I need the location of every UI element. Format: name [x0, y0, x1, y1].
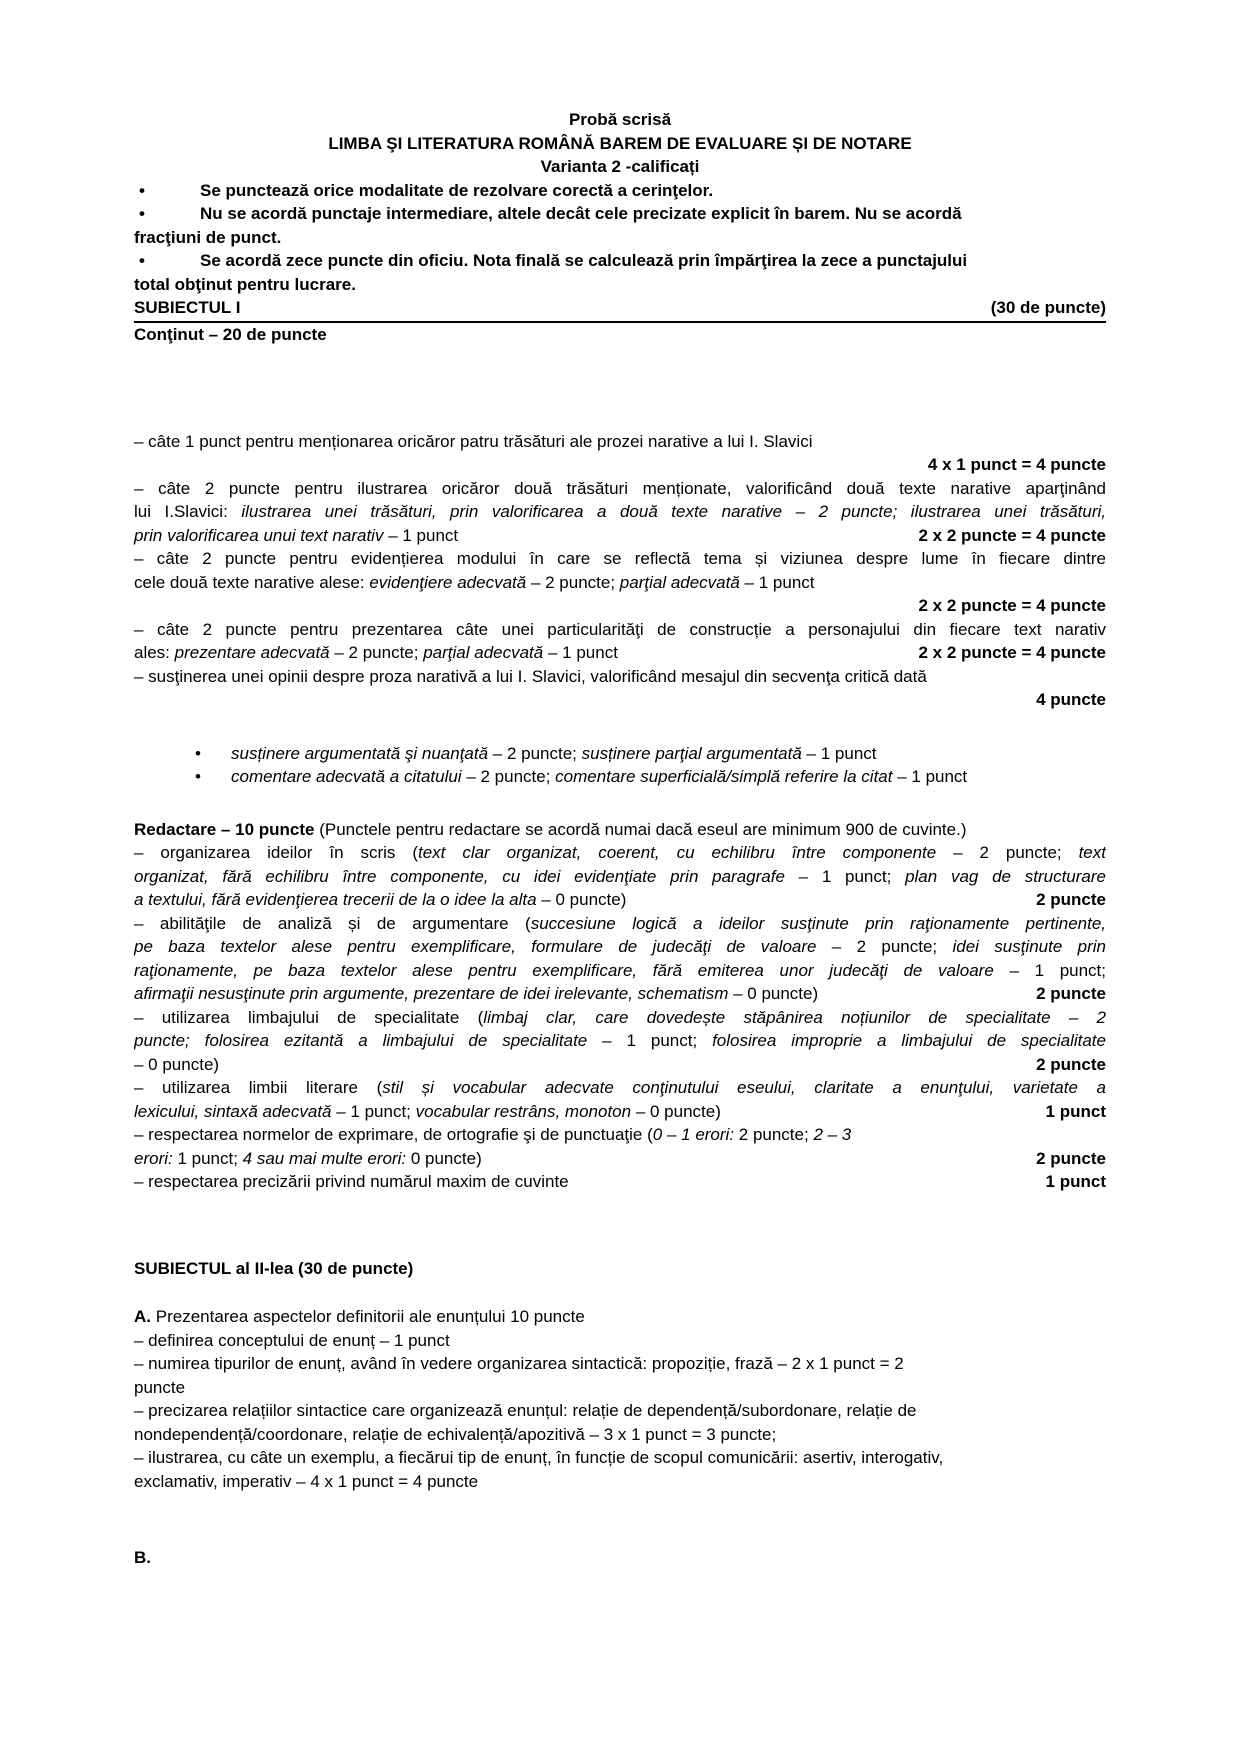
text-run: Se punctează orice modalitate de rezolvare corectă a cerinţelor.: [200, 180, 714, 200]
doc-line: [134, 1470, 1106, 1494]
part-a-heading: [134, 1305, 1106, 1329]
points-label: 2 puncte: [1036, 1148, 1106, 1168]
text-run: susținere parţial argumentată: [581, 743, 802, 763]
text-run: – 1 punct: [543, 643, 618, 662]
doc-line: [134, 524, 1106, 548]
doc-line: [134, 959, 1106, 983]
continut-heading: [134, 323, 1106, 347]
title-varianta: [134, 155, 1106, 179]
doc-line: [134, 665, 1106, 689]
text-run: erori:: [134, 1148, 173, 1168]
text-run: a textului, fără evidenţierea trecerii de la o idee la alta: [134, 890, 537, 909]
text-run: – definirea conceptului de enunț – 1 punct: [134, 1330, 450, 1350]
doc-line: [134, 641, 1106, 665]
points-label: 2 x 2 puncte = 4 puncte: [918, 643, 1106, 662]
text-run: B.: [134, 1548, 151, 1567]
text-run: total obţinut pentru lucrare.: [134, 274, 356, 294]
text-run: folosirea improprie a limbajului de specialitate: [712, 1031, 1106, 1050]
doc-line: [134, 500, 1106, 524]
text-run: – 1 punct: [892, 767, 968, 786]
text-run: 4 sau mai multe erori:: [242, 1148, 407, 1168]
text-run: – precizarea relațiilor sintactice care organizează enunțul: relație de dependență/subordonare, relație de: [134, 1401, 917, 1420]
text-run: – 2 puncte;: [526, 572, 620, 592]
points-label: 2 x 2 puncte = 4 puncte: [918, 525, 1106, 545]
doc-line: [134, 888, 1106, 912]
doc-line: [134, 273, 1106, 297]
text-run: – 2 puncte;: [329, 643, 424, 662]
doc-line: [134, 935, 1106, 959]
text-run: 2 puncte;: [734, 1125, 814, 1144]
spacer: [134, 1194, 1106, 1257]
doc-line: [134, 912, 1106, 936]
points-label: 4 x 1 punct = 4 puncte: [927, 455, 1106, 474]
title-main: [134, 132, 1106, 156]
text-run: – 1 punct;: [993, 960, 1106, 980]
text-run: SUBIECTUL al II-lea (30 de puncte): [134, 1258, 414, 1278]
text-run: nondependență/coordonare, relație de echivalență/apozitivă – 3 x 1 punct = 3 puncte;: [134, 1424, 777, 1444]
text-run: 0 puncte): [406, 1148, 482, 1168]
text-run: 1 punct;: [172, 1148, 243, 1168]
doc-line: [134, 1446, 1106, 1470]
part-b-heading: [134, 1546, 1106, 1570]
text-run: – 0 puncte): [134, 1054, 220, 1074]
text-run: comentare adecvată a citatului: [231, 767, 462, 786]
text-run: – câte 2 puncte pentru ilustrarea oricăror două trăsături menționate, valorificând două texte narative aparţinând: [134, 478, 1106, 498]
doc-line: [134, 571, 1106, 595]
doc-line: [134, 1399, 1106, 1423]
doc-line: [134, 477, 1106, 501]
text-run: prin valorificarea unui text narativ: [134, 525, 384, 545]
doc-line: [134, 982, 1106, 1006]
points-label: 2 puncte: [1036, 984, 1106, 1003]
text-run: plan vag de structurare: [905, 866, 1106, 886]
text-run: – 1 punct;: [331, 1101, 416, 1121]
text-run: exclamativ, imperativ – 4 x 1 punct = 4 puncte: [134, 1471, 479, 1491]
text-run: – 0 puncte): [536, 890, 627, 909]
text-run: – organizarea ideilor în scris (: [134, 843, 418, 862]
text-run: evidenţiere adecvată: [369, 572, 527, 592]
text-run: puncte: [134, 1377, 186, 1397]
text-run: – 0 puncte): [631, 1101, 721, 1121]
text-run: – 1 punct;: [587, 1031, 713, 1050]
text-run: – ilustrarea, cu câte un exemplu, a fiecărui tip de enunț, în funcție de scopul comunicării: asertiv, interogativ,: [134, 1448, 944, 1467]
spacer: [134, 347, 1106, 430]
points-label: (30 de puncte): [990, 298, 1106, 317]
text-run: – câte 1 punct pentru menționarea oricăror patru trăsături ale prozei narative a lui I. Slavici: [134, 431, 813, 451]
text-run: – 2 puncte;: [461, 767, 556, 786]
bullet-icon: •: [195, 743, 201, 763]
text-run: – 0 puncte): [728, 984, 819, 1003]
text-run: – abilităţile de analiză și de argumentare (: [134, 913, 531, 933]
text-run: LIMBA ŞI LITERATURA ROMÂNĂ BAREM DE EVALUARE ȘI DE NOTARE: [328, 133, 912, 153]
text-run: – 1 punct: [739, 572, 815, 592]
text-run: Prezentarea aspectelor definitorii ale enunțului 10 puncte: [155, 1307, 585, 1326]
bullet-icon: •: [139, 204, 145, 223]
text-run: 0 – 1 erori:: [652, 1125, 735, 1144]
text-run: – câte 2 puncte pentru prezentarea câte unei particularităţi de construcție a personajului din fiecare text narativ: [134, 619, 1106, 639]
doc-line: [134, 1053, 1106, 1077]
doc-line: [134, 1329, 1106, 1353]
bullet-icon: •: [139, 251, 145, 270]
points-label: 2 puncte: [1036, 890, 1106, 909]
text-run: – utilizarea limbii literare (: [134, 1078, 383, 1097]
text-run: text clar organizat, coerent, cu echilibru între componente: [418, 843, 937, 862]
text-run: 2 – 3: [813, 1125, 852, 1144]
points-label: 1 punct: [1045, 1172, 1106, 1191]
doc-line: [134, 618, 1106, 642]
text-run: prezentare adecvată: [174, 643, 330, 662]
doc-line: [134, 594, 1106, 618]
text-run: afirmaţii nesusţinute prin argumente, prezentare de idei irelevante, schematism: [134, 984, 729, 1003]
text-run: Conţinut – 20 de puncte: [134, 325, 327, 344]
text-run: lui I.Slavici:: [134, 502, 242, 521]
text-run: – 2 puncte;: [488, 743, 582, 763]
points-label: 1 punct: [1045, 1101, 1106, 1121]
bullet-icon: •: [139, 180, 145, 200]
spacer: [134, 712, 1106, 742]
text-run: succesiune logică a ideilor susţinute prin raţionamente pertinente,: [530, 913, 1106, 933]
doc-line: [134, 430, 1106, 454]
text-run: comentare superficială/simplă referire la citat: [555, 767, 893, 786]
text-run: – numirea tipurilor de enunț, având în vedere organizarea sintactică: propoziție, frază – 2 x 1 punct = 2: [134, 1354, 904, 1373]
text-run: pe baza textelor alese pentru exemplificare, formulare de judecăţi de valoare: [134, 937, 817, 956]
doc-line: [134, 1076, 1106, 1100]
text-run: parţial adecvată: [423, 643, 544, 662]
doc-line: [134, 1170, 1106, 1194]
text-run: Nu se acordă punctaje intermediare, altele decât cele precizate explicit în barem. Nu se acordă: [200, 204, 962, 223]
section-title: SUBIECTUL I: [134, 298, 241, 317]
text-run: organizat, fără echilibru între componente, cu idei evidenţiate prin paragrafe: [134, 866, 785, 886]
text-run: A.: [134, 1307, 156, 1326]
text-run: fracţiuni de punct.: [134, 227, 282, 247]
doc-line: [134, 1376, 1106, 1400]
doc-line: [134, 547, 1106, 571]
doc-line: [134, 841, 1106, 865]
rule-bullet-2: [134, 202, 1106, 226]
bullet-icon: •: [195, 767, 201, 786]
text-run: lexicului, sintaxă adecvată: [134, 1101, 332, 1121]
text-run: (Punctele pentru redactare se acordă numai dacă eseul are minimum 900 de cuvinte.): [319, 819, 967, 839]
doc-line: [134, 765, 1106, 789]
points-label: 2 x 2 puncte = 4 puncte: [918, 596, 1106, 615]
text-run: – 2 puncte;: [936, 843, 1079, 862]
spacer: [134, 1280, 1106, 1305]
text-run: – câte 2 puncte pentru evidențierea modului în care se reflectă tema și viziunea despre lume în fiecare dintre: [134, 549, 1106, 568]
document-body: [134, 108, 1106, 1570]
title-proba-scrisa: [134, 108, 1106, 132]
doc-line: [134, 865, 1106, 889]
text-run: stil și vocabular adecvate conţinutului eseului, claritate a enunţului, varietate a: [382, 1078, 1106, 1097]
text-run: ilustrarea unei trăsături, prin valorificarea a două texte narative – 2 puncte; ilustrarea unei trăsături,: [241, 502, 1106, 521]
text-run: parţial adecvată: [619, 572, 740, 592]
doc-line: [134, 1423, 1106, 1447]
doc-line: [134, 1352, 1106, 1376]
text-run: ales:: [134, 643, 175, 662]
subiectul-2-heading: [134, 1257, 1106, 1281]
spacer: [134, 789, 1106, 818]
doc-line: [134, 1006, 1106, 1030]
text-run: susținere argumentată şi nuanţată: [231, 743, 489, 763]
text-run: vocabular restrâns, monoton: [415, 1101, 632, 1121]
text-run: – respectarea normelor de exprimare, de ortografie şi de punctuaţie (: [134, 1125, 653, 1144]
doc-line: [134, 226, 1106, 250]
text-run: idei susţinute prin: [952, 937, 1106, 956]
doc-line: [134, 688, 1106, 712]
text-run: limbaj clar, care dovedește stăpânirea noțiunilor de specialitate – 2: [483, 1007, 1106, 1027]
text-run: cele două texte narative alese:: [134, 572, 370, 592]
text-run: – 1 punct: [801, 743, 877, 763]
text-run: puncte; folosirea ezitantă a limbajului de specialitate: [134, 1031, 588, 1050]
spacer: [134, 1493, 1106, 1546]
text-run: – utilizarea limbajului de specialitate (: [134, 1007, 484, 1027]
subiectul-1-heading: [134, 296, 1106, 323]
doc-line: [134, 742, 1106, 766]
text-run: Probă scrisă: [568, 110, 672, 129]
text-run: Redactare – 10 puncte: [134, 819, 320, 839]
points-label: 2 puncte: [1036, 1054, 1106, 1074]
text-run: – susţinerea unei opinii despre proza narativă a lui I. Slavici, valorificând mesajul din secvenţa critică dată: [134, 666, 927, 686]
doc-line: [134, 1029, 1106, 1053]
doc-line: [134, 1100, 1106, 1124]
text-run: text: [1078, 843, 1106, 862]
text-run: raţionamente, pe baza textelor alese pentru exemplificare, fără emiterea unor judecăţi de valoare: [134, 960, 994, 980]
text-run: Varianta 2 -calificați: [540, 157, 700, 176]
rule-bullet-1: [134, 179, 1106, 203]
text-run: – respectarea precizării privind numărul maxim de cuvinte: [134, 1172, 569, 1191]
doc-line: [134, 1147, 1106, 1171]
rule-bullet-3: [134, 249, 1106, 273]
text-run: – 2 puncte;: [816, 937, 953, 956]
doc-line: [134, 453, 1106, 477]
text-run: – 1 punct;: [784, 866, 906, 886]
points-label: 4 puncte: [1036, 690, 1106, 709]
text-run: Se acordă zece puncte din oficiu. Nota finală se calculează prin împărţirea la zece a punctajului: [200, 251, 968, 270]
redactare-heading: [134, 818, 1106, 842]
text-run: – 1 punct: [383, 525, 459, 545]
doc-line: [134, 1123, 1106, 1147]
